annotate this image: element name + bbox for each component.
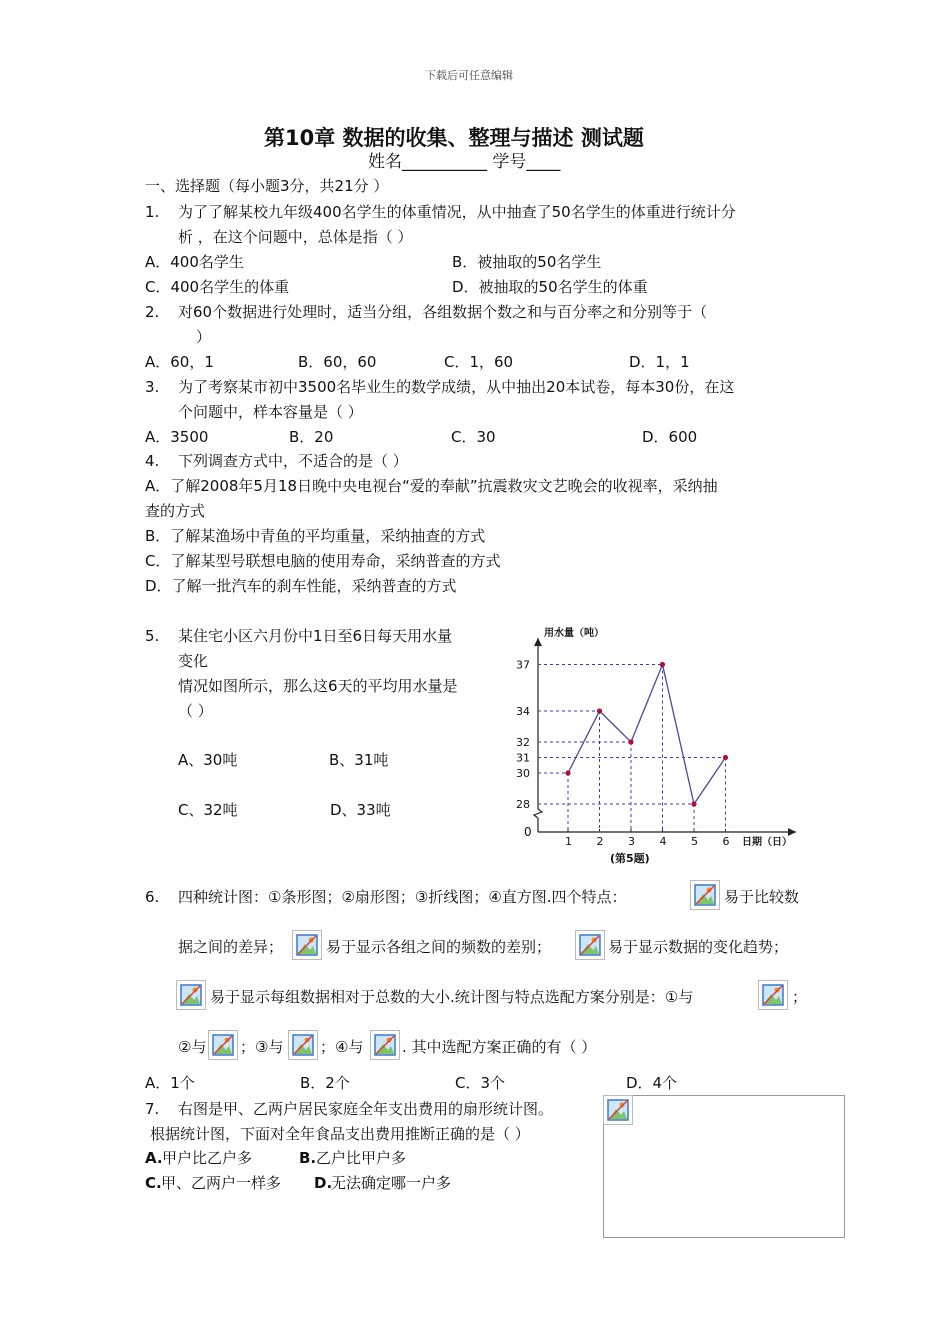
q2-option-d: D．1，1 — [629, 353, 690, 371]
x-tick-label: 2 — [596, 835, 604, 848]
q4-option-b: B．了解某渔场中青鱼的平均重量，采纳抽查的方式 — [145, 527, 486, 545]
q2-option-b: B．60，60 — [298, 353, 377, 371]
broken-image-icon — [288, 1030, 318, 1060]
q6-stem-line2-part2: 易于显示各组之间的频数的差别； — [326, 938, 552, 956]
q6-option-d: D．4个 — [626, 1074, 678, 1092]
broken-image-icon — [575, 930, 605, 960]
q6-option-c: C．3个 — [455, 1074, 506, 1092]
q6-option-a: A．1个 — [145, 1074, 195, 1092]
data-point — [628, 739, 633, 744]
q6-stem-line1-end: 易于比较数 — [724, 888, 800, 906]
q7-option-c: 甲、乙两户一样多 — [161, 1174, 282, 1192]
q5-stem-line3: 情况如图所示，那么这6天的平均用水量是 — [178, 677, 458, 695]
data-point — [660, 662, 665, 667]
q4-option-a-line1: A．了解2008年5月18日晚中央电视台“爱的奉献”抗震救灾文艺晚会的收视率，采纳抽 — [145, 477, 718, 495]
q4-option-d: D．了解一批汽车的刹车性能，采纳普查的方式 — [145, 577, 457, 595]
q7-option-d-key: D. — [314, 1174, 333, 1192]
page-title: 第10章 数据的收集、整理与描述 测试题 — [264, 126, 644, 150]
q6-stem-line1: 四种统计图：①条形图；②扇形图；③折线图；④直方图.四个特点： — [178, 888, 627, 906]
y-tick-label: 31 — [516, 751, 530, 765]
data-point — [597, 708, 602, 713]
broken-image-icon — [208, 1030, 238, 1060]
x-tick-label: 5 — [691, 835, 698, 848]
q6-stem-line3: 易于显示每组数据相对于总数的大小.统计图与特点选配方案分别是：①与 — [210, 988, 694, 1006]
y-tick-label: 32 — [516, 736, 530, 749]
name-id-line: 姓名__________ 学号____ — [368, 152, 561, 172]
q5-option-a: A、30吨 — [178, 751, 238, 769]
q2-stem-line1: 对60个数据进行处理时，适当分组，各组数据个数之和与百分率之和分别等于（ — [178, 303, 708, 321]
q6-stem-line3-end: ； — [792, 988, 808, 1006]
q6-stem-line2-part1: 据之间的差异； — [178, 938, 284, 956]
q1-option-b: B．被抽取的50名学生 — [452, 253, 602, 271]
q1-option-d: D．被抽取的50名学生的体重 — [452, 278, 648, 296]
q1-option-c: C．400名学生的体重 — [145, 278, 290, 296]
q7-option-a: 甲户比乙户多 — [162, 1149, 253, 1167]
broken-image-icon — [690, 880, 720, 910]
q5-option-b: B、31吨 — [329, 751, 389, 769]
broken-image-icon — [603, 1095, 633, 1125]
x-tick-label: 1 — [565, 835, 572, 848]
q7-stem-line2: 根据统计图，下面对全年食品支出费用推断正确的是（ ） — [150, 1125, 530, 1143]
series-line — [568, 665, 726, 805]
q3-stem-line1: 为了考察某市初中3500名毕业生的数学成绩，从中抽出20本试卷，每本30份，在这 — [178, 378, 735, 396]
y-axis-label: 用水量（吨） — [544, 628, 604, 639]
q2-option-a: A．60，1 — [145, 353, 214, 371]
q7-stem-line1: 右图是甲、乙两户居民家庭全年支出费用的扇形统计图。 — [178, 1100, 554, 1118]
section-heading: 一、选择题（每小题3分，共21分 ） — [145, 177, 389, 195]
y-tick-label: 37 — [516, 658, 530, 672]
data-point — [691, 801, 696, 806]
q1-stem-line2: 析 ，在这个问题中，总体是指（ ） — [178, 228, 413, 246]
y-tick-label: 30 — [516, 767, 530, 780]
q6-option-b: B．2个 — [300, 1074, 350, 1092]
y-zero-label: 0 — [524, 825, 532, 839]
x-axis-arrow — [788, 828, 796, 836]
q4-option-c: C．了解某型号联想电脑的使用寿命，采纳普查的方式 — [145, 552, 501, 570]
data-point — [723, 755, 728, 760]
y-tick-label: 34 — [516, 705, 530, 718]
q5-stem-line1: 某住宅小区六月份中1日至6日每天用水量 — [178, 627, 453, 645]
q5-number: 5. — [145, 627, 160, 645]
q6-stem-line4-part2: ；③与 — [240, 1038, 284, 1056]
q2-number: 2. — [145, 303, 160, 321]
q6-stem-line2-part3: 易于显示数据的变化趋势； — [608, 938, 789, 956]
axis-break-mark — [534, 809, 542, 818]
download-note: 下载后可任意编辑 — [425, 69, 513, 82]
q5-stem-line2: 变化 — [178, 652, 209, 670]
q5-stem-line4: （ ） — [178, 702, 213, 720]
y-axis-arrow — [534, 638, 542, 646]
q3-option-a: A．3500 — [145, 428, 209, 446]
q3-option-c: C．30 — [451, 428, 496, 446]
q6-number: 6. — [145, 888, 160, 906]
x-tick-label: 3 — [628, 835, 635, 848]
q4-stem: 下列调查方式中，不适合的是（ ） — [178, 452, 408, 470]
q6-stem-line4-part1: ②与 — [178, 1038, 207, 1056]
q3-number: 3. — [145, 378, 160, 396]
q7-number: 7. — [145, 1100, 160, 1118]
q2-stem-line2: ） — [196, 328, 212, 346]
chart-caption: (第5题) — [610, 852, 650, 865]
q1-number: 1. — [145, 203, 160, 221]
y-tick-label: 28 — [516, 798, 530, 811]
q7-option-a-key: A. — [145, 1149, 163, 1167]
q7-option-b-key: B. — [299, 1149, 317, 1167]
q7-option-d: 无法确定哪一户多 — [331, 1174, 452, 1192]
q1-option-a: A．400名学生 — [145, 253, 244, 271]
q4-number: 4. — [145, 452, 160, 470]
q3-stem-line2: 个问题中，样本容量是（ ） — [178, 403, 363, 421]
x-tick-label: 6 — [722, 835, 730, 848]
q7-option-b: 乙户比甲户多 — [316, 1149, 407, 1167]
pie-chart-image-frame — [603, 1095, 845, 1238]
x-tick-label: 4 — [659, 835, 667, 848]
q5-option-d: D、33吨 — [330, 801, 391, 819]
q3-option-d: D．600 — [642, 428, 698, 446]
data-point — [565, 770, 570, 775]
q3-option-b: B．20 — [289, 428, 334, 446]
q6-stem-line4-part3: ；④与 — [320, 1038, 364, 1056]
q5-option-c: C、32吨 — [178, 801, 238, 819]
q7-option-c-key: C. — [145, 1174, 162, 1192]
q6-stem-line4-part4: . 其中选配方案正确的有（ ） — [402, 1038, 597, 1056]
broken-image-icon — [758, 980, 788, 1010]
water-usage-chart — [510, 620, 810, 870]
q1-stem-line1: 为了了解某校九年级400名学生的体重情况，从中抽查了50名学生的体重进行统计分 — [178, 203, 736, 221]
broken-image-icon — [292, 930, 322, 960]
q2-option-c: C．1，60 — [444, 353, 514, 371]
x-axis-label: 日期（日） — [742, 837, 792, 848]
broken-image-icon — [370, 1030, 400, 1060]
q4-option-a-line2: 查的方式 — [145, 502, 206, 520]
broken-image-icon — [176, 980, 206, 1010]
